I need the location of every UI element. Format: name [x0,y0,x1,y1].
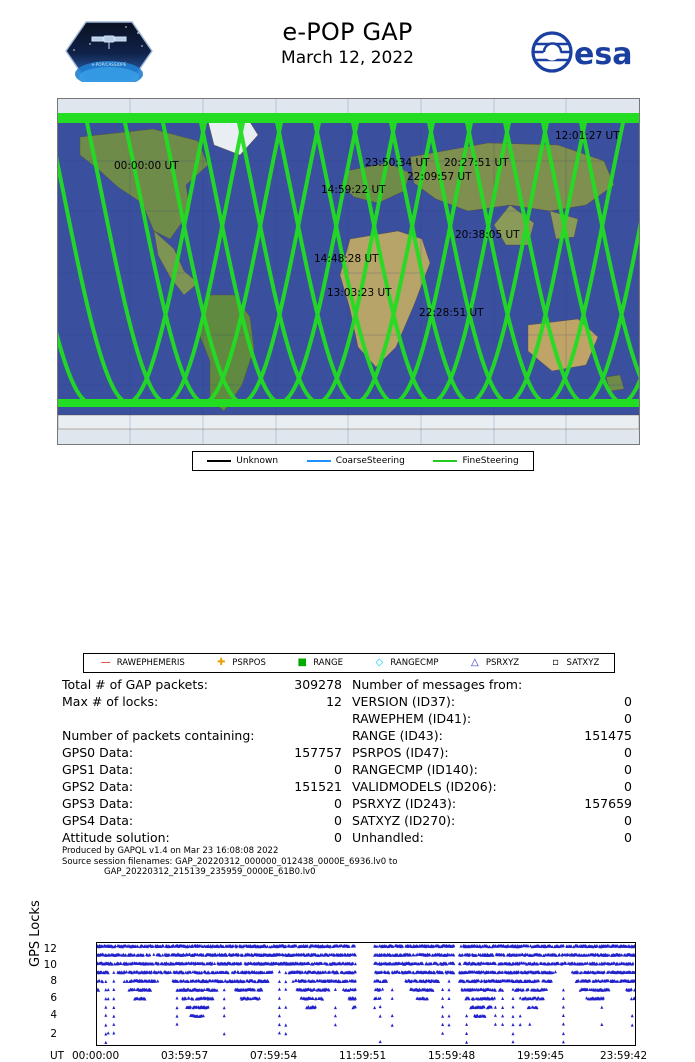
stat-row [352,727,642,744]
gps-locks-series [97,943,635,1045]
map-time-label: 00:00:00 UT [114,160,179,172]
x-tick-label: 23:59:42 [600,1050,648,1062]
legend-marker-rawephemeris: — [100,657,111,668]
legend-label-coarsesteering: CoarseSteering [335,456,405,466]
y-tick-label: 8 [50,975,57,987]
stat-value: 157757 [294,745,342,760]
stat-value: 151521 [294,779,342,794]
legend-item-unknown [207,456,278,466]
stat-row [352,795,642,812]
stat-value: 0 [624,711,632,726]
stat-label: Unhandled: [352,830,424,845]
page-subtitle: March 12, 2022 [281,48,414,68]
map-time-label: 20:27:51 UT [444,157,509,169]
stat-row [62,676,352,693]
x-tick-label: 07:59:54 [250,1050,298,1062]
legend-label-psrxyz: PSRXYZ [485,658,520,668]
stat-row [62,829,352,846]
stat-value: 309278 [294,677,342,692]
stat-value: 157659 [584,796,632,811]
legend-item-range [295,658,343,668]
legend-swatch-unknown [207,460,231,462]
map-time-label: 14:48:28 UT [314,253,379,265]
footer-source-files-2: GAP_20220312_215139_235959_0000E_61B0.lv0 [104,867,316,877]
stat-row [62,761,352,778]
legend-item-psrxyz [468,658,519,668]
page-title: e-POP GAP [282,18,413,46]
stat-row [352,744,642,761]
x-tick-label: 00:00:00 [72,1050,120,1062]
stat-value: 12 [326,694,342,709]
footer-source-files-1: Source session filenames: GAP_20220312_000000_012438_0000E_6936.lv0 to [62,856,398,867]
legend-label-range: RANGE [313,658,343,668]
stat-label: VALIDMODELS (ID206): [352,779,497,794]
legend-item-rangecmp [372,658,438,668]
x-tick-label: 11:59:51 [339,1050,387,1062]
stat-label: Attitude solution: [62,830,170,845]
legend-label-psrpos: PSRPOS [232,658,266,668]
legend-label-rawephemeris: RAWEPHEMERIS [116,658,185,668]
message-type-legend [83,653,615,673]
stat-label: GPS4 Data: [62,813,134,828]
stat-label: GPS3 Data: [62,796,134,811]
statistics-left-column [62,676,352,846]
legend-marker-satxyz: ▫ [552,657,559,668]
stat-value: 0 [334,796,342,811]
y-tick-label: 6 [50,992,57,1004]
stat-label: GPS1 Data: [62,762,134,777]
map-time-label: 22:09:57 UT [407,171,472,183]
legend-label-rangecmp: RANGECMP [390,658,439,668]
stat-row [352,710,642,727]
stat-value: 151475 [584,728,632,743]
stat-label: PSRPOS (ID47): [352,745,449,760]
page-header [0,0,695,92]
footer-produced-by: Produced by GAPQL v1.4 on Mar 23 16:08:08 2022 [62,846,279,856]
legend-swatch-finesteering [433,460,457,462]
stat-label: Max # of locks: [62,694,159,709]
legend-marker-psrxyz: △ [471,657,479,668]
stat-value: 0 [334,813,342,828]
legend-item-coarsesteering [307,456,405,466]
esa-logo [530,30,640,74]
stat-label: Total # of GAP packets: [62,677,208,692]
stat-row [352,812,642,829]
legend-item-finesteering [433,456,518,466]
legend-item-satxyz [549,658,600,668]
legend-label-finesteering: FineSteering [462,456,519,466]
legend-item-rawephemeris [99,658,185,668]
stat-row [62,795,352,812]
y-tick-label: 12 [43,943,57,955]
x-tick-label: 03:59:57 [161,1050,209,1062]
map-time-label: 12:01:27 UT [555,130,620,142]
stat-label: RANGECMP (ID140): [352,762,478,777]
stat-value: 0 [624,745,632,760]
y-tick-label: 10 [43,959,57,971]
stat-label: Number of messages from: [352,677,523,692]
y-tick-label: 4 [50,1009,57,1021]
x-tick-label: 15:59:48 [428,1050,476,1062]
stat-row [62,744,352,761]
map-graphic [58,99,639,444]
gps-locks-y-axis-label: GPS Locks [28,900,43,967]
x-tick-label: 19:59:45 [517,1050,565,1062]
stat-value: 0 [334,830,342,845]
stat-value: 0 [624,762,632,777]
legend-marker-range: ■ [297,657,307,668]
stat-row [352,693,642,710]
legend-swatch-coarsesteering [307,460,331,462]
stat-row [352,761,642,778]
stat-value: 0 [334,762,342,777]
map-time-label: 14:59:22 UT [321,184,386,196]
map-time-label: 22:28:51 UT [419,307,484,319]
stat-value: 0 [624,694,632,709]
legend-label-satxyz: SATXYZ [566,658,600,668]
y-tick-label: 2 [50,1028,57,1040]
stat-label: Number of packets containing: [62,728,255,743]
ground-track-map [57,98,640,445]
stat-row [62,693,352,710]
statistics-right-column [352,676,642,846]
stat-spacer [62,710,352,727]
legend-item-psrpos [214,658,266,668]
stat-row-header [62,727,352,744]
stat-label: SATXYZ (ID270): [352,813,456,828]
stat-value: 0 [624,779,632,794]
steering-legend [192,451,534,471]
gps-locks-plot-area [96,942,636,1046]
stat-label: VERSION (ID37): [352,694,456,709]
stat-value: 0 [624,813,632,828]
stat-row [62,778,352,795]
stat-row-header [352,676,642,693]
stat-row [352,829,642,846]
legend-marker-rangecmp: ◇ [375,657,384,668]
stat-row [62,812,352,829]
footer-provenance [62,846,662,878]
stat-label: GPS2 Data: [62,779,134,794]
x-axis-prefix-label: UT [50,1050,65,1062]
stat-row [352,778,642,795]
stat-label: RANGE (ID43): [352,728,443,743]
map-time-label: 20:38:05 UT [455,229,520,241]
legend-label-unknown: Unknown [236,456,279,466]
map-time-label: 23:50:34 UT [365,157,430,169]
stat-label: PSRXYZ (ID243): [352,796,457,811]
svg-text:esa: esa [574,37,633,72]
stat-value: 0 [624,830,632,845]
legend-marker-psrpos: ✚ [217,657,226,668]
stat-label: RAWEPHEM (ID41): [352,711,472,726]
stat-label: GPS0 Data: [62,745,134,760]
svg-text:e-POP/CASSIOPE: e-POP/CASSIOPE [91,62,127,67]
map-time-label: 13:03:23 UT [327,287,392,299]
